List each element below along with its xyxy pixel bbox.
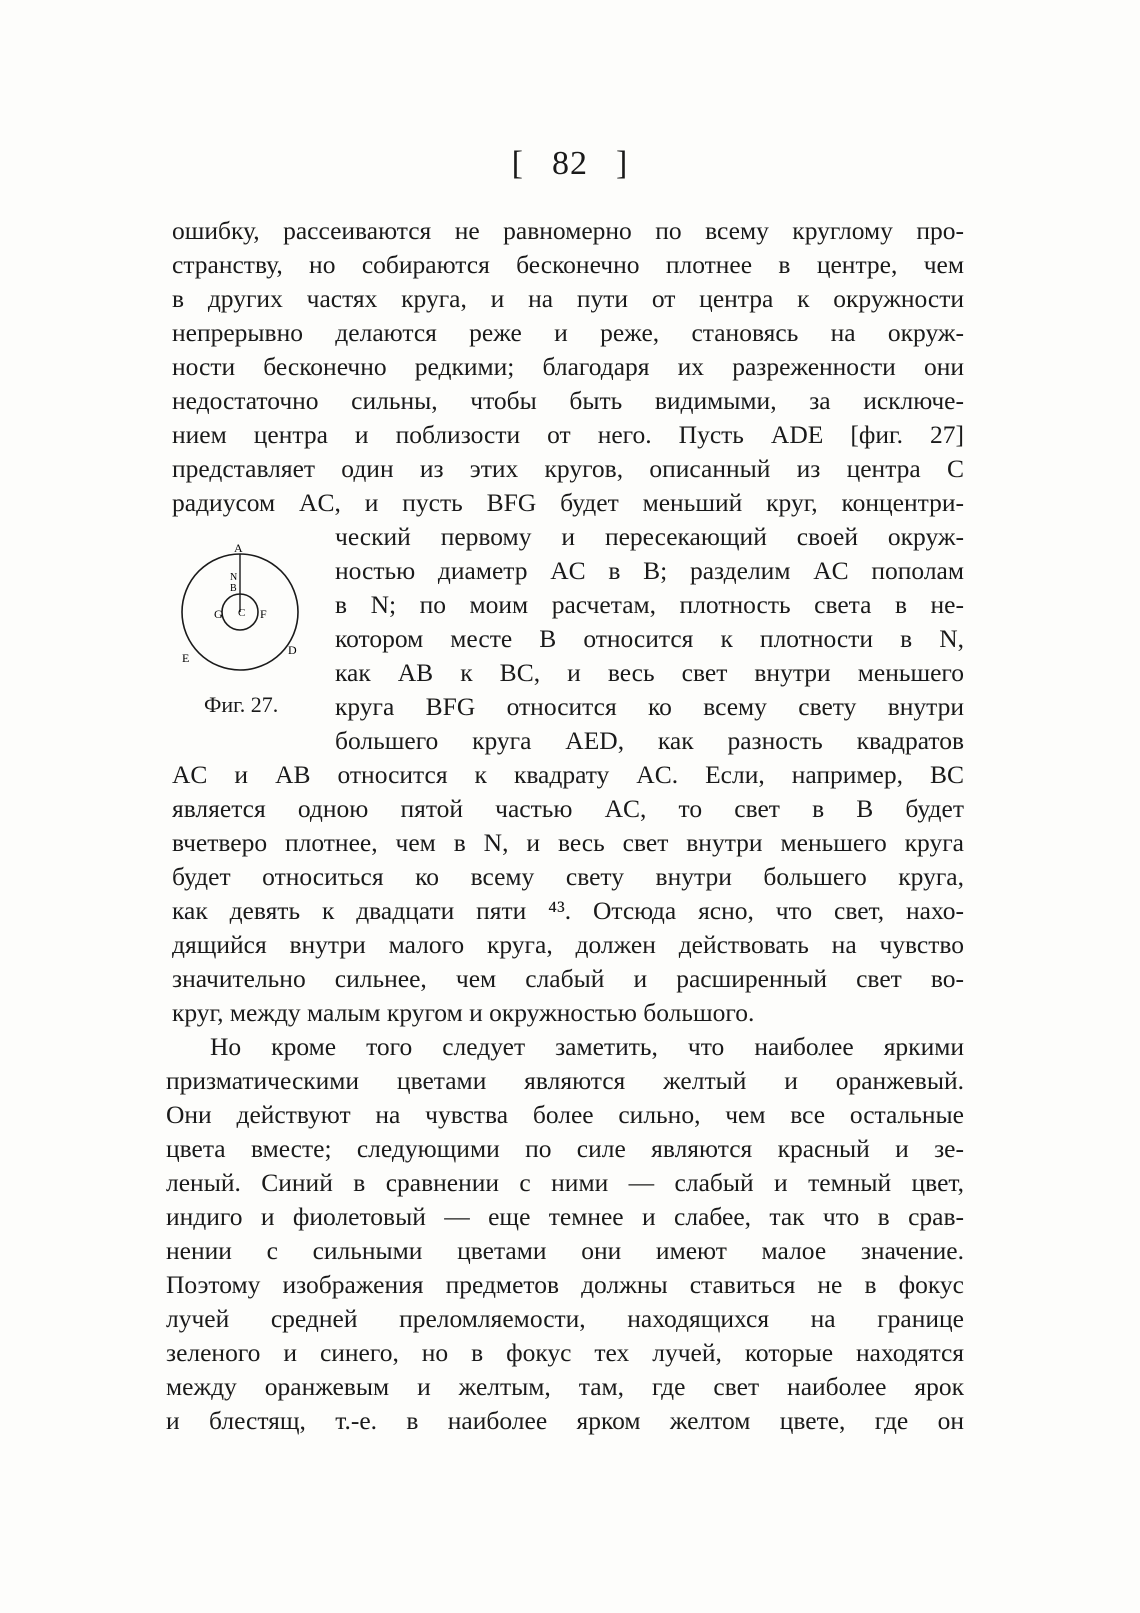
- text-line: и блестящ, т.-е. в наиболее ярком желтом цвете, где он: [166, 1406, 964, 1435]
- label-e: E: [182, 651, 190, 665]
- page-number-value: 82: [552, 145, 588, 182]
- text-line: индиго и фиолетовый — еще темнее и слабее, так что в срав-: [166, 1202, 964, 1231]
- label-d: D: [288, 643, 297, 657]
- text-line: непрерывно делаются реже и реже, становясь на окруж-: [172, 318, 964, 347]
- label-f: F: [260, 607, 267, 621]
- text-line: в других частях круга, и на пути от центра к окружности: [172, 284, 964, 313]
- page-number: [0, 145, 1140, 183]
- bracket-right: ]: [616, 145, 629, 182]
- text-line: Они действуют на чувства более сильно, чем все остальные: [166, 1100, 964, 1129]
- figure-27-diagram: [178, 536, 326, 686]
- text-line: котором месте B относится к плотности в N,: [335, 624, 964, 653]
- figure-caption: Фиг. 27.: [204, 692, 279, 717]
- text-line: вчетверо плотнее, чем в N, и весь свет внутри меньшего круга: [172, 828, 964, 857]
- text-line: призматическими цветами являются желтый и оранжевый.: [166, 1066, 964, 1095]
- label-n: N: [230, 572, 238, 583]
- text-line: как девять к двадцати пяти ⁴³. Отсюда ясно, что свет, нахо-: [172, 896, 964, 925]
- text-line: между оранжевым и желтым, там, где свет наиболее ярок: [166, 1372, 964, 1401]
- text-line: Поэтому изображения предметов должны ставиться не в фокус: [166, 1270, 964, 1299]
- text-line: круга BFG относится ко всему свету внутри: [335, 692, 964, 721]
- text-line: странству, но собираются бесконечно плотнее в центре, чем: [172, 250, 964, 279]
- text-line: лучей средней преломляемости, находящихся на границе: [166, 1304, 964, 1333]
- text-line: зеленого и синего, но в фокус тех лучей, которые находятся: [166, 1338, 964, 1367]
- text-line: нием центра и поблизости от него. Пусть ADE [фиг. 27]: [172, 420, 964, 449]
- text-line: леный. Синий в сравнении с ними — слабый и темный цвет,: [166, 1168, 964, 1197]
- text-line: AC и AB относится к квадрату AC. Если, например, BC: [172, 760, 964, 789]
- text-line: будет относиться ко всему свету внутри большего круга,: [172, 862, 964, 891]
- text-line: в N; по моим расчетам, плотность света в не-: [335, 590, 964, 619]
- label-a: A: [234, 541, 243, 555]
- text-line: радиусом AC, и пусть BFG будет меньший круг, концентри-: [172, 488, 964, 517]
- text-line: недостаточно сильны, чтобы быть видимыми, за исключе-: [172, 386, 964, 415]
- text-line: как AB к BC, и весь свет внутри меньшего: [335, 658, 964, 687]
- label-b: B: [230, 583, 237, 594]
- text-line: дящийся внутри малого круга, должен действовать на чувство: [172, 930, 964, 959]
- text-line: нении с сильными цветами они имеют малое значение.: [166, 1236, 964, 1265]
- text-line: цвета вместе; следующими по силе являются красный и зе-: [166, 1134, 964, 1163]
- text-line: является одною пятой частью AC, то свет в B будет: [172, 794, 964, 823]
- text-line: Но кроме того следует заметить, что наиболее яркими: [210, 1032, 964, 1061]
- label-c: C: [238, 607, 246, 619]
- label-g: G: [214, 607, 223, 621]
- text-line: ности бесконечно редкими; благодаря их разреженности они: [172, 352, 964, 381]
- text-line: большего круга AED, как разность квадратов: [335, 726, 964, 755]
- text-line: ошибку, рассеиваются не равномерно по всему круглому про-: [172, 216, 964, 245]
- text-line: ческий первому и пересекающий своей окруж-: [335, 522, 964, 551]
- text-line: значительно сильнее, чем слабый и расширенный свет во-: [172, 964, 964, 993]
- text-line: круг, между малым кругом и окружностью большого.: [172, 998, 755, 1027]
- text-line: представляет один из этих кругов, описанный из центра C: [172, 454, 964, 483]
- bracket-left: [: [511, 145, 524, 182]
- text-line: ностью диаметр AC в B; разделим AC пополам: [335, 556, 964, 585]
